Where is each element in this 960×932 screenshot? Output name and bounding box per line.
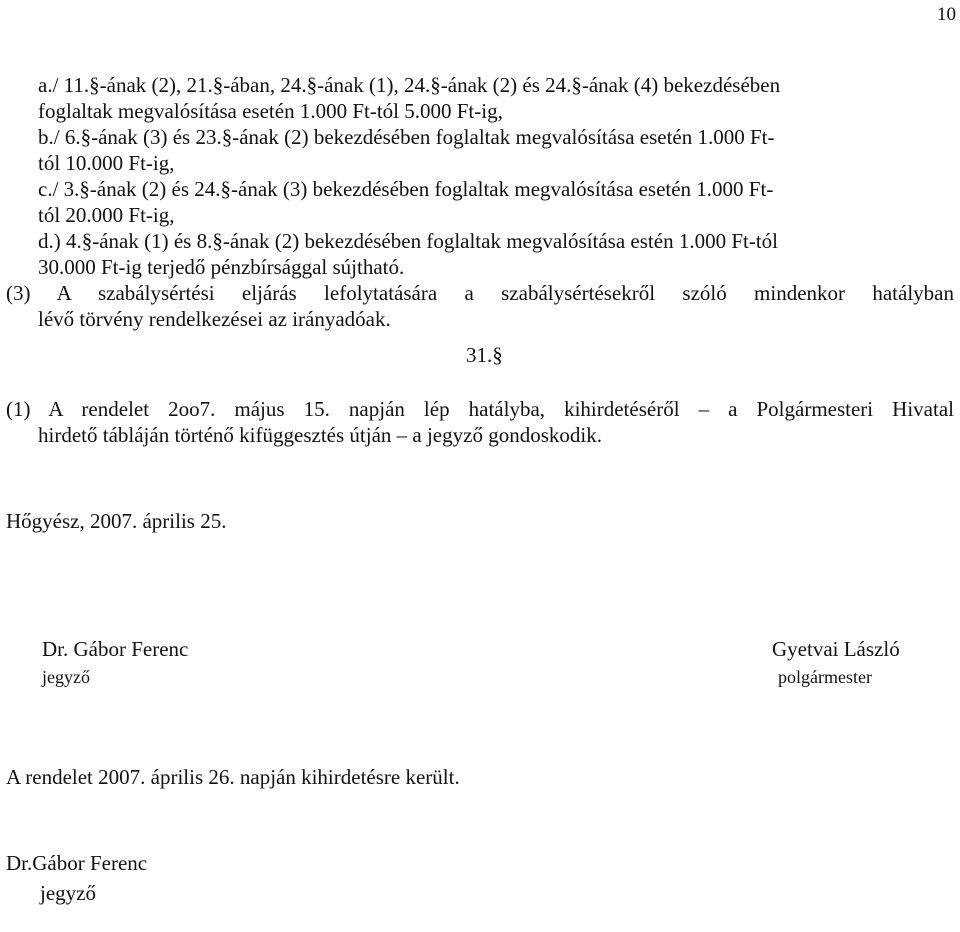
signature-left-name: Dr. Gábor Ferenc <box>42 637 189 661</box>
final-signature-title: jegyző <box>40 881 96 905</box>
section-heading: 31.§ <box>466 343 503 367</box>
signature-right-name: Gyetvai László <box>772 637 900 661</box>
promulgation-note: A rendelet 2007. április 26. napján kihirdetésre került. <box>6 765 460 789</box>
item-c-line1: c./ 3.§-ának (2) és 24.§-ának (3) bekezdésében foglaltak megvalósítása esetén 1.000 Ft- <box>38 177 774 201</box>
page-number: 10 <box>937 4 956 25</box>
item-a-line1: a./ 11.§-ának (2), 21.§-ában, 24.§-ának (1), 24.§-ának (2) és 24.§-ának (4) bekezdésében <box>38 73 781 97</box>
item-d-line2: 30.000 Ft-ig terjedő pénzbírsággal sújtható. <box>38 255 405 279</box>
item-d-line1: d.) 4.§-ának (1) és 8.§-ának (2) bekezdésében foglaltak megvalósítása estén 1.000 Ft-tól <box>38 229 779 253</box>
paragraph-3-line1: (3) A szabálysértési eljárás lefolytatására a szabálysértésekről szóló mindenkor hatályban <box>6 281 954 305</box>
section-31-paragraph-1-line1: (1) A rendelet 2oo7. május 15. napján lép hatályba, kihirdetéséről – a Polgármesteri Hivatal <box>6 397 954 421</box>
signature-right-title: polgármester <box>778 667 872 687</box>
item-b-line2: tól 10.000 Ft-ig, <box>38 151 175 175</box>
item-a-line2: foglaltak megvalósítása esetén 1.000 Ft-tól 5.000 Ft-ig, <box>38 99 503 123</box>
section-31-paragraph-1-line2: hirdető tábláján történő kifüggesztés útján – a jegyző gondoskodik. <box>38 423 602 447</box>
final-signature-name: Dr.Gábor Ferenc <box>6 851 148 875</box>
item-c-line2: tól 20.000 Ft-ig, <box>38 203 175 227</box>
paragraph-3-line2: lévő törvény rendelkezései az irányadóak. <box>38 307 391 331</box>
item-b-line1: b./ 6.§-ának (3) és 23.§-ának (2) bekezdésében foglaltak megvalósítása esetén 1.000 Ft- <box>38 125 775 149</box>
signature-left-title: jegyző <box>42 667 90 687</box>
place-and-date: Hőgyész, 2007. április 25. <box>6 509 227 533</box>
